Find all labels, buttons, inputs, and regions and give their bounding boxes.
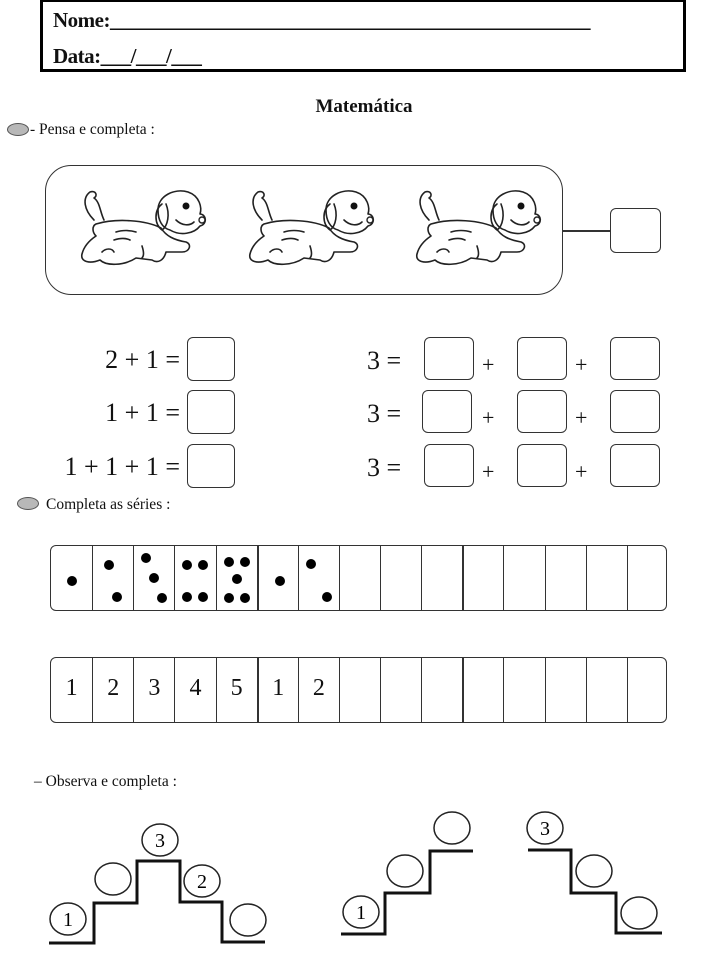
dot-icon <box>149 573 159 583</box>
page-title: Matemática <box>315 96 413 117</box>
series-cell[interactable] <box>133 546 174 610</box>
series-cell[interactable] <box>503 546 544 610</box>
equation-expression: 1 + 1 = <box>105 398 180 427</box>
stair-number: 2 <box>197 871 207 893</box>
equation-expression: 1 + 1 + 1 = <box>64 452 180 481</box>
bullet-icon <box>17 497 39 510</box>
series-number: 2 <box>312 675 325 701</box>
series-number: 1 <box>65 675 78 701</box>
dot-icon <box>182 560 192 570</box>
name-blank: ________________________________________________ <box>109 8 590 32</box>
series-cell[interactable] <box>257 546 298 610</box>
dog-picture-1 <box>66 180 216 285</box>
sum-answer-box[interactable] <box>187 390 235 434</box>
instruction-series: Completa as séries : <box>46 496 171 513</box>
series-cell[interactable] <box>421 658 462 722</box>
dot-icon <box>104 560 114 570</box>
student-info-box <box>40 0 686 72</box>
dot-icon <box>275 576 285 586</box>
stair-circle[interactable] <box>95 863 131 895</box>
dog-picture-3 <box>401 180 551 285</box>
addend-box[interactable] <box>610 337 660 380</box>
series-cell[interactable] <box>586 546 627 610</box>
series-number: 1 <box>272 675 285 701</box>
plus-sign: + <box>575 459 588 484</box>
series-cell[interactable] <box>586 658 627 722</box>
stair-number: 3 <box>540 818 550 840</box>
stair-circle[interactable] <box>387 855 423 887</box>
series-number: 5 <box>230 675 243 701</box>
series-cell[interactable] <box>51 658 92 722</box>
series-cell[interactable] <box>92 658 133 722</box>
dot-icon <box>224 557 234 567</box>
series-cell[interactable] <box>298 658 339 722</box>
picture-frame <box>45 165 563 295</box>
stair-circle[interactable] <box>142 824 178 856</box>
series-cell[interactable] <box>174 658 215 722</box>
series-cell[interactable] <box>627 546 668 610</box>
decomposition-lhs: 3 = <box>367 346 402 375</box>
plus-sign: + <box>482 459 495 484</box>
series-number: 2 <box>107 675 120 701</box>
stair-circle[interactable] <box>576 855 612 887</box>
dot-icon <box>141 553 151 563</box>
sum-answer-box[interactable] <box>187 444 235 488</box>
name-label: Nome: <box>53 8 110 32</box>
plus-sign: + <box>575 352 588 377</box>
addend-box[interactable] <box>610 390 660 433</box>
numbers-series-strip <box>50 657 667 723</box>
dot-icon <box>306 559 316 569</box>
stair-number: 3 <box>155 830 165 852</box>
series-cell[interactable] <box>545 658 586 722</box>
series-cell[interactable] <box>216 658 257 722</box>
date-field[interactable] <box>53 44 201 69</box>
plus-sign: + <box>575 405 588 430</box>
stair-circle[interactable] <box>230 904 266 936</box>
addend-box[interactable] <box>424 444 474 487</box>
decomposition-lhs: 3 = <box>367 453 402 482</box>
name-field[interactable] <box>53 8 590 33</box>
series-cell[interactable] <box>380 546 421 610</box>
addend-box[interactable] <box>610 444 660 487</box>
date-blank: ___/___/___ <box>100 44 202 68</box>
dot-icon <box>198 560 208 570</box>
series-cell[interactable] <box>216 546 257 610</box>
addend-box[interactable] <box>517 337 567 380</box>
dot-icon <box>198 592 208 602</box>
plus-sign: + <box>482 405 495 430</box>
stair-circle[interactable] <box>50 903 86 935</box>
series-cell[interactable] <box>339 658 380 722</box>
dot-icon <box>322 592 332 602</box>
stairs-figures <box>0 800 728 971</box>
dot-icon <box>182 592 192 602</box>
series-cell[interactable] <box>174 546 215 610</box>
bullet-icon <box>7 123 29 136</box>
stair-number: 1 <box>356 902 366 924</box>
series-cell[interactable] <box>298 546 339 610</box>
series-number: 4 <box>189 675 202 701</box>
series-cell[interactable] <box>380 658 421 722</box>
instruction-pensa: - Pensa e completa : <box>30 121 155 138</box>
dot-icon <box>112 592 122 602</box>
addend-box[interactable] <box>517 444 567 487</box>
series-cell[interactable] <box>462 546 503 610</box>
stair-circle[interactable] <box>434 812 470 844</box>
series-cell[interactable] <box>257 658 298 722</box>
series-cell[interactable] <box>627 658 668 722</box>
equation-expression: 2 + 1 = <box>105 345 180 374</box>
series-cell[interactable] <box>92 546 133 610</box>
instruction-stairs: – Observa e completa : <box>34 773 177 790</box>
addend-box[interactable] <box>517 390 567 433</box>
connector-line <box>563 230 611 232</box>
dot-icon <box>232 574 242 584</box>
addend-box[interactable] <box>422 390 472 433</box>
dot-icon <box>157 593 167 603</box>
dot-icon <box>240 593 250 603</box>
addend-box[interactable] <box>424 337 474 380</box>
stair-circle[interactable] <box>343 896 379 928</box>
decomposition-lhs: 3 = <box>367 399 402 428</box>
series-cell[interactable] <box>51 546 92 610</box>
dot-icon <box>67 576 77 586</box>
dog-picture-2 <box>234 180 384 285</box>
series-cell[interactable] <box>462 658 503 722</box>
dot-icon <box>224 593 234 603</box>
count-answer-box[interactable] <box>610 208 661 253</box>
series-cell[interactable] <box>503 658 544 722</box>
series-number: 3 <box>148 675 161 701</box>
date-label: Data: <box>53 44 101 68</box>
stair-number: 1 <box>63 909 73 931</box>
dots-series-strip <box>50 545 667 611</box>
dot-icon <box>240 557 250 567</box>
plus-sign: + <box>482 352 495 377</box>
stair-circle[interactable] <box>184 865 220 897</box>
series-cell[interactable] <box>421 546 462 610</box>
stair-circle[interactable] <box>527 812 563 844</box>
series-cell[interactable] <box>133 658 174 722</box>
series-cell[interactable] <box>339 546 380 610</box>
stair-circle[interactable] <box>621 897 657 929</box>
sum-answer-box[interactable] <box>187 337 235 381</box>
series-cell[interactable] <box>545 546 586 610</box>
